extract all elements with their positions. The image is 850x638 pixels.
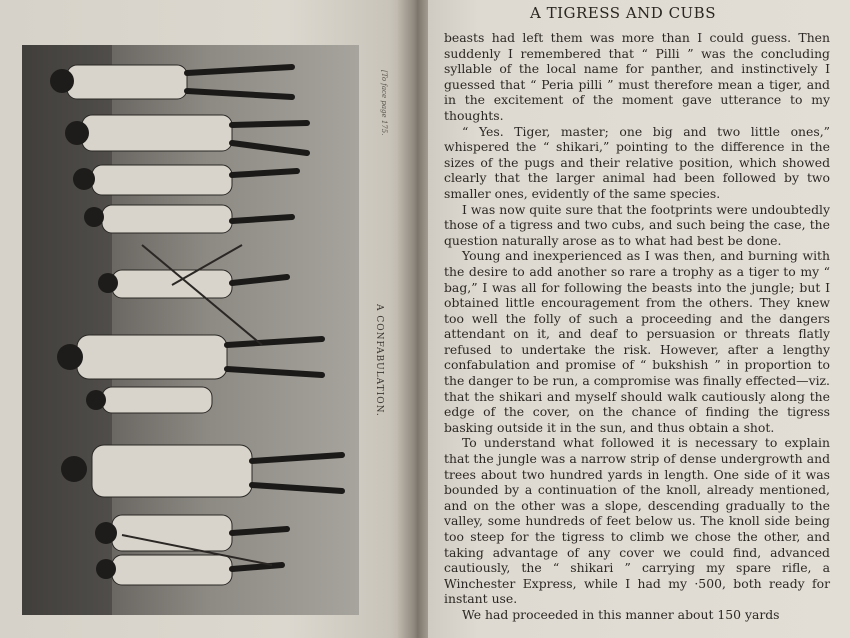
paragraph: “ Yes. Tiger, master; one big and two little ones,” whispered the “ shikari,” pointing to the difference in the sizes of the pugs and their relative position, which showed clearly that the larger animal had been followed by two smaller ones, evidently of the same species. (444, 123, 830, 201)
left-page (0, 0, 410, 638)
page-text (444, 30, 830, 623)
paragraph: beasts had left them was more than I could guess. Then suddenly I remembered that “ Pilli ” was the concluding syllable of the local name for panther, and instinctively I guessed that “ Peria pilli ” must therefore mean a tiger, and in the excitement of the moment gave utterance to my thoughts. (444, 30, 830, 123)
paragraph: I was now quite sure that the footprints were undoubtedly those of a tigress and two cubs, and such being the case, the question naturally arose as to what had best be done. (444, 201, 830, 248)
paragraph: Young and inexperienced as I was then, and burning with the desire to add another so rare a trophy as a tiger to my “ bag,” I was all for following the beasts into the jungle; but I obtained little encouragement from the others. They knew too well the folly of such a proceeding and the dangers attendant on it, and deaf to persuasion or threats flatly refused to undertake the risk. However, after a lengthy confabulation and promise of “ bukshish ” in proportion to the danger to be run, a compromise was finally effected—viz. that the shikari and myself should walk cautiously along the edge of the cover, on the chance of finding the tigress basking outside it in the sun, and thus obtain a shot. (444, 248, 830, 435)
plate-caption: A CONFABULATION. (374, 303, 384, 417)
paragraph: We had proceeded in this manner about 150 yards (462, 606, 780, 622)
photo-plate (22, 45, 359, 615)
confabulation-photo (22, 45, 359, 615)
paragraph: To understand what followed it is necessary to explain that the jungle was a narrow strip of dense undergrowth and trees about two hundred yards in length. One side of it was bounded by a continuation of the knoll, already mentioned, and on the other was a slope, descending gradually to the valley, some hundreds of feet below us. The knoll side being too steep for the tigress to climb we chose the other, and taking advantage of any cover we could find, advanced cautiously, the “ shikari ” carrying my spare rifle, a Winchester Express, while I had my ·500, both ready for instant use. (444, 435, 830, 607)
running-head: A TIGRESS AND CUBS (530, 4, 716, 22)
facing-page-note: [To face page 175. (380, 70, 388, 136)
